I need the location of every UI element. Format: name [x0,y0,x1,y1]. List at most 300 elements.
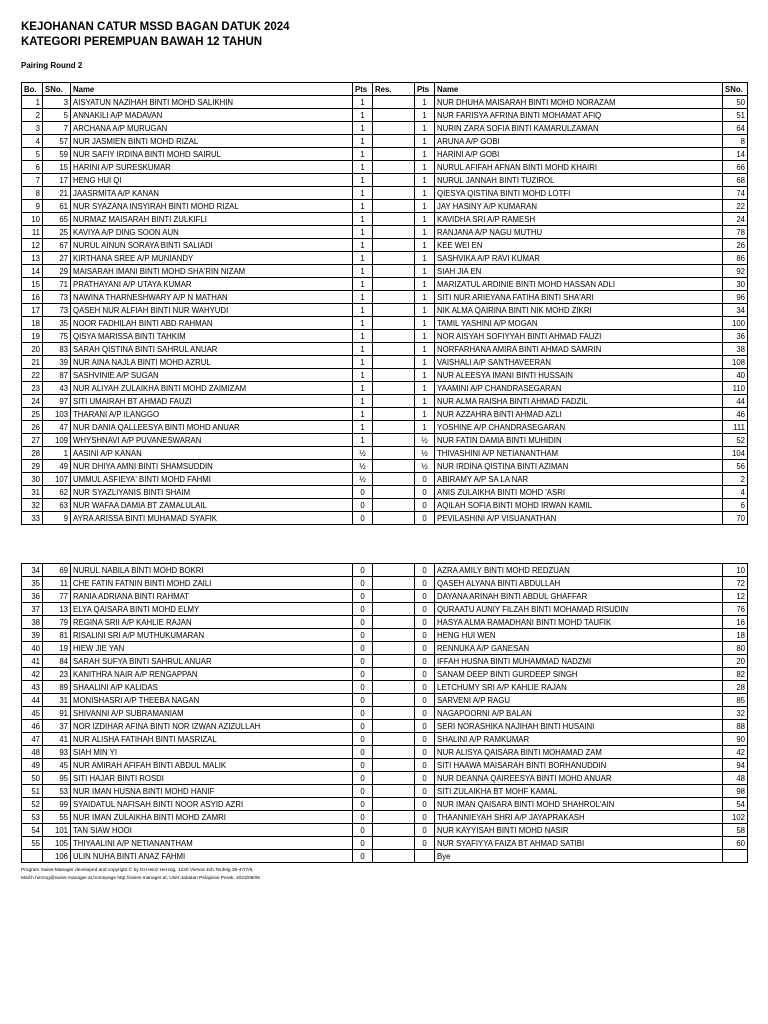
pairing-row [22,239,748,252]
white-points: 1 [353,252,373,265]
pairing-row [22,226,748,239]
white-points: ½ [353,447,373,460]
white-start-number: 105 [43,837,71,850]
black-player-name: SARVENI A/P RAGU [435,694,723,707]
black-player-name: HARINI A/P GOBI [435,148,723,161]
pairing-row [22,850,748,863]
pairing-row [22,759,748,772]
black-name-header: Name [435,83,723,96]
result [373,772,415,785]
white-points: 1 [353,421,373,434]
board-number: 16 [22,291,43,304]
black-player-name: SERI NORASHIKA NAJIHAH BINTI HUSAINI [435,720,723,733]
white-player-name: NUR WAFAA DAMIA BT ZAMALULAIL [71,499,353,512]
white-start-number: 91 [43,707,71,720]
pairing-row [22,200,748,213]
black-points: 1 [415,187,435,200]
black-player-name: RANJANA A/P NAGU MUTHU [435,226,723,239]
result [373,109,415,122]
white-player-name: NUR ALISHA FATIHAH BINTI MASRIZAL [71,733,353,746]
white-points: 1 [353,382,373,395]
black-start-number: 78 [723,226,748,239]
black-points: 0 [415,655,435,668]
black-start-number-header: SNo. [723,83,748,96]
board-number: 37 [22,603,43,616]
white-player-name: SARAH QISTINA BINTI SAHRUL ANUAR [71,343,353,356]
white-player-name: NUR ALIYAH ZULAIKHA BINTI MOHD ZAIMIZAM [71,382,353,395]
board-number: 18 [22,317,43,330]
pairing-row [22,616,748,629]
black-start-number: 10 [723,564,748,577]
white-player-name: SIAH MIN YI [71,746,353,759]
black-start-number: 85 [723,694,748,707]
white-points: 0 [353,759,373,772]
white-start-number: 101 [43,824,71,837]
white-start-number: 53 [43,785,71,798]
black-player-name: NAGAPOORNI A/P BALAN [435,707,723,720]
black-player-name: YAAMINI A/P CHANDRASEGARAN [435,382,723,395]
result [373,96,415,109]
black-points: 1 [415,317,435,330]
black-points: 0 [415,642,435,655]
board-header: Bo. [22,83,43,96]
black-player-name: NURUL JANNAH BINTI TUZIROL [435,174,723,187]
white-start-number: 103 [43,408,71,421]
pairing-row [22,811,748,824]
black-start-number: 50 [723,96,748,109]
black-points: 1 [415,408,435,421]
white-player-name: ULIN NUHA BINTI ANAZ FAHMI [71,850,353,863]
board-number: 45 [22,707,43,720]
white-player-name: KIRTHANA SREE A/P MUNIANDY [71,252,353,265]
white-points: 0 [353,694,373,707]
white-start-number: 73 [43,291,71,304]
white-player-name: KAVIYA A/P DING SOON AUN [71,226,353,239]
white-start-number: 7 [43,122,71,135]
result [373,278,415,291]
black-points: 0 [415,785,435,798]
black-player-name: THIVASHINI A/P NETIANANTHAM [435,447,723,460]
black-player-name: TAMIL YASHINI A/P MOGAN [435,317,723,330]
black-points: 0 [415,837,435,850]
white-points: 1 [353,278,373,291]
result [373,512,415,525]
white-points: 1 [353,343,373,356]
white-points: 1 [353,187,373,200]
white-start-number: 31 [43,694,71,707]
pairing-row [22,512,748,525]
pairing-row [22,473,748,486]
black-player-name: DAYANA ARINAH BINTI ABDUL GHAFFAR [435,590,723,603]
white-player-name: AASINI A/P KANAN [71,447,353,460]
white-player-name: NUR JASMIEN BINTI MOHD RIZAL [71,135,353,148]
black-player-name: KAVIDHA SRI A/P RAMESH [435,213,723,226]
black-player-name: IFFAH HUSNA BINTI MUHAMMAD NADZMI [435,655,723,668]
pairing-row [22,148,748,161]
black-start-number: 76 [723,603,748,616]
black-start-number: 100 [723,317,748,330]
white-start-number: 21 [43,187,71,200]
white-player-name: JAASRMITA A/P KANAN [71,187,353,200]
white-player-name: NUR DANIA QALLEESYA BINTI MOHD ANUAR [71,421,353,434]
white-points: 0 [353,486,373,499]
result [373,460,415,473]
black-start-number: 36 [723,330,748,343]
black-player-name: HASYA ALMA RAMADHANI BINTI MOHD TAUFIK [435,616,723,629]
white-player-name: NUR IMAN HUSNA BINTI MOHD HANIF [71,785,353,798]
white-points: 0 [353,512,373,525]
board-number: 41 [22,655,43,668]
result [373,629,415,642]
board-number: 8 [22,187,43,200]
white-player-name: AISYATUN NAZIHAH BINTI MOHD SALIKHIN [71,96,353,109]
pairing-row [22,213,748,226]
white-points: ½ [353,460,373,473]
black-start-number: 58 [723,824,748,837]
result [373,798,415,811]
pairing-row [22,122,748,135]
black-start-number: 38 [723,343,748,356]
result [373,200,415,213]
result [373,564,415,577]
pairing-rows-part2 [22,564,748,863]
white-points: 0 [353,824,373,837]
black-start-number: 48 [723,772,748,785]
result [373,226,415,239]
white-player-name: NURUL NABILA BINTI MOHD BOKRI [71,564,353,577]
pairing-row [22,746,748,759]
black-points: 0 [415,811,435,824]
pairing-row [22,135,748,148]
pairing-row [22,681,748,694]
black-player-name: NUR KAYYISAH BINTI MOHD NASIR [435,824,723,837]
white-points: 0 [353,811,373,824]
board-number: 42 [22,668,43,681]
black-points: ½ [415,460,435,473]
pairing-row [22,317,748,330]
white-name-header: Name [71,83,353,96]
board-number: 22 [22,369,43,382]
black-points: 1 [415,161,435,174]
black-points: 0 [415,707,435,720]
white-start-number: 5 [43,109,71,122]
tournament-title: KEJOHANAN CATUR MSSD BAGAN DATUK 2024 [21,21,290,33]
white-points: 1 [353,122,373,135]
board-number: 9 [22,200,43,213]
black-points: 0 [415,473,435,486]
pairing-rows-part1 [22,96,748,525]
black-start-number: 28 [723,681,748,694]
white-start-number: 29 [43,265,71,278]
white-points: 0 [353,772,373,785]
pairing-row [22,733,748,746]
black-points: 1 [415,109,435,122]
black-start-number: 51 [723,109,748,122]
black-start-number: 30 [723,278,748,291]
black-start-number: 44 [723,395,748,408]
white-start-number: 89 [43,681,71,694]
result [373,473,415,486]
black-points: 0 [415,512,435,525]
black-player-name: NORFARHANA AMIRA BINTI AHMAD SAMRIN [435,343,723,356]
white-player-name: RISALINI SRI A/P MUTHUKUMARAN [71,629,353,642]
board-number: 20 [22,343,43,356]
result [373,824,415,837]
white-points: ½ [353,473,373,486]
white-points: 1 [353,330,373,343]
white-start-number: 77 [43,590,71,603]
black-points: 0 [415,577,435,590]
board-number: 43 [22,681,43,694]
pairing-row [22,629,748,642]
pairing-row [22,356,748,369]
pairing-row [22,590,748,603]
black-start-number: 88 [723,720,748,733]
white-player-name: NUR SYAZANA INSYIRAH BINTI MOHD RIZAL [71,200,353,213]
board-number: 7 [22,174,43,187]
board-number: 31 [22,486,43,499]
white-player-name: SITI HAJAR BINTI ROSDI [71,772,353,785]
black-start-number: 96 [723,291,748,304]
pairing-row [22,642,748,655]
board-number: 48 [22,746,43,759]
white-points: 1 [353,200,373,213]
black-points: 1 [415,395,435,408]
white-start-number: 69 [43,564,71,577]
result [373,265,415,278]
pairing-row [22,434,748,447]
white-start-number: 15 [43,161,71,174]
black-start-number: 104 [723,447,748,460]
result [373,148,415,161]
pairing-row [22,187,748,200]
white-player-name: THARANI A/P ILANGGO [71,408,353,421]
white-points: 1 [353,148,373,161]
black-start-number: 46 [723,408,748,421]
pairing-row [22,447,748,460]
black-points: 1 [415,200,435,213]
black-start-number: 82 [723,668,748,681]
white-start-number: 106 [43,850,71,863]
white-player-name: NUR SYAZLIYANIS BINTI SHAIM [71,486,353,499]
pairing-row [22,707,748,720]
white-points: 1 [353,304,373,317]
result [373,421,415,434]
board-number: 10 [22,213,43,226]
black-start-number: 90 [723,733,748,746]
black-points: 0 [415,486,435,499]
black-player-name: NUR DHUHA MAISARAH BINTI MOHD NORAZAM [435,96,723,109]
white-player-name: ARCHANA A/P MURUGAN [71,122,353,135]
white-points: 1 [353,239,373,252]
black-points: 1 [415,174,435,187]
white-start-number: 9 [43,512,71,525]
black-player-name: HENG HUI WEN [435,629,723,642]
black-player-name: NURUL AFIFAH AFNAN BINTI MOHD KHAIRI [435,161,723,174]
white-start-number: 35 [43,317,71,330]
white-start-number: 62 [43,486,71,499]
white-points: 0 [353,733,373,746]
result [373,330,415,343]
white-points: 0 [353,746,373,759]
board-number: 4 [22,135,43,148]
white-points: 1 [353,369,373,382]
board-number: 50 [22,772,43,785]
black-points: 1 [415,239,435,252]
black-points: 1 [415,356,435,369]
board-number: 35 [22,577,43,590]
result [373,694,415,707]
black-start-number: 40 [723,369,748,382]
white-start-number: 3 [43,96,71,109]
white-player-name: WHYSHNAVI A/P PUVANESWARAN [71,434,353,447]
result [373,486,415,499]
board-number: 54 [22,824,43,837]
result [373,447,415,460]
white-player-name: NOR IZDIHAR AFINA BINTI NOR IZWAN AZIZULLAH [71,720,353,733]
pairing-row [22,161,748,174]
black-points: 0 [415,733,435,746]
white-player-name: NUR AMIRAH AFIFAH BINTI ABDUL MALIK [71,759,353,772]
black-start-number: 42 [723,746,748,759]
white-start-number: 17 [43,174,71,187]
black-player-name: NUR ALEESYA IMANI BINTI HUSSAIN [435,369,723,382]
white-player-name: QASEH NUR ALFIAH BINTI NUR WAHYUDI [71,304,353,317]
black-start-number: 12 [723,590,748,603]
result [373,642,415,655]
board-number: 30 [22,473,43,486]
pairing-row [22,343,748,356]
board-number: 11 [22,226,43,239]
board-number: 6 [22,161,43,174]
white-start-number: 73 [43,304,71,317]
white-start-number: 23 [43,668,71,681]
board-number: 26 [22,421,43,434]
board-number: 3 [22,122,43,135]
black-player-name: ARUNA A/P GOBI [435,135,723,148]
black-points: 0 [415,772,435,785]
black-points: 1 [415,278,435,291]
pairing-row [22,408,748,421]
black-points: 0 [415,668,435,681]
white-player-name: NUR SAFIY IRDINA BINTI MOHD SAIRUL [71,148,353,161]
white-points: 0 [353,655,373,668]
black-start-number: 14 [723,148,748,161]
pairing-row [22,499,748,512]
black-start-number: 26 [723,239,748,252]
white-player-name: SHAALINI A/P KALIDAS [71,681,353,694]
white-start-number: 61 [43,200,71,213]
result [373,616,415,629]
white-player-name: SYAIDATUL NAFISAH BINTI NOOR ASYID AZRI [71,798,353,811]
black-points: 0 [415,499,435,512]
black-player-name: PEVILASHINI A/P VISUANATHAN [435,512,723,525]
black-player-name: QURAATU AUNIY FILZAH BINTI MOHAMAD RISUDIN [435,603,723,616]
pairing-row [22,382,748,395]
result [373,122,415,135]
pairing-row [22,421,748,434]
black-points: 0 [415,746,435,759]
black-points: 1 [415,226,435,239]
board-number: 53 [22,811,43,824]
black-start-number: 16 [723,616,748,629]
board-number: 33 [22,512,43,525]
board-number: 25 [22,408,43,421]
board-number: 27 [22,434,43,447]
black-player-name: YOSHINE A/P CHANDRASEGARAN [435,421,723,434]
black-start-number: 111 [723,421,748,434]
white-start-number: 59 [43,148,71,161]
white-points: 0 [353,681,373,694]
pairing-row [22,265,748,278]
pairing-row [22,291,748,304]
white-start-number: 49 [43,460,71,473]
black-points: 0 [415,681,435,694]
black-start-number: 24 [723,213,748,226]
white-points: 0 [353,499,373,512]
pairing-row [22,577,748,590]
black-player-name: LETCHUMY SRI A/P KAHLIE RAJAN [435,681,723,694]
white-start-number: 11 [43,577,71,590]
result [373,746,415,759]
board-number: 12 [22,239,43,252]
black-points: 1 [415,382,435,395]
white-player-name: NURUL AINUN SORAYA BINTI SALIADI [71,239,353,252]
black-player-name: RENNUKA A/P GANESAN [435,642,723,655]
pairing-row [22,798,748,811]
pairing-row [22,460,748,473]
result [373,187,415,200]
result [373,720,415,733]
black-player-name: ANIS ZULAIKHA BINTI MOHD 'ASRI [435,486,723,499]
white-points: 1 [353,408,373,421]
pairing-row [22,330,748,343]
pairing-row [22,564,748,577]
result [373,382,415,395]
result [373,356,415,369]
white-points: 0 [353,720,373,733]
white-player-name: AYRA ARISSA BINTI MUHAMAD SYAFIK [71,512,353,525]
board-number: 24 [22,395,43,408]
white-player-name: TAN SIAW HOOI [71,824,353,837]
pairing-row [22,252,748,265]
black-player-name: SITI ZULAIKHA BT MOHF KAMAL [435,785,723,798]
pairing-table-part1 [21,82,748,525]
board-number: 49 [22,759,43,772]
board-number: 15 [22,278,43,291]
category-title: KATEGORI PEREMPUAN BAWAH 12 TAHUN [21,36,263,48]
pairing-row [22,109,748,122]
white-start-number: 87 [43,369,71,382]
black-player-name: NUR DEANNA QAIREESYA BINTI MOHD ANUAR [435,772,723,785]
board-number: 23 [22,382,43,395]
black-points: 1 [415,330,435,343]
white-points: 1 [353,135,373,148]
black-player-name: NUR ALISYA QAISARA BINTI MOHAMAD ZAM [435,746,723,759]
black-player-name: SHALINI A/P RAMKUMAR [435,733,723,746]
white-start-number: 25 [43,226,71,239]
white-player-name: PRATHAYANI A/P UTAYA KUMAR [71,278,353,291]
white-player-name: NUR IMAN ZULAIKHA BINTI MOHD ZAMRI [71,811,353,824]
white-player-name: UMMUL ASFIEYA' BINTI MOHD FAHMI [71,473,353,486]
white-player-name: CHE FATIN FATNIN BINTI MOHD ZAILI [71,577,353,590]
white-points: 1 [353,213,373,226]
result [373,213,415,226]
result [373,668,415,681]
black-player-name: NUR FATIN DAMIA BINTI MUHIDIN [435,434,723,447]
white-player-name: MONISHASRI A/P THEEBA NAGAN [71,694,353,707]
black-points: 1 [415,265,435,278]
